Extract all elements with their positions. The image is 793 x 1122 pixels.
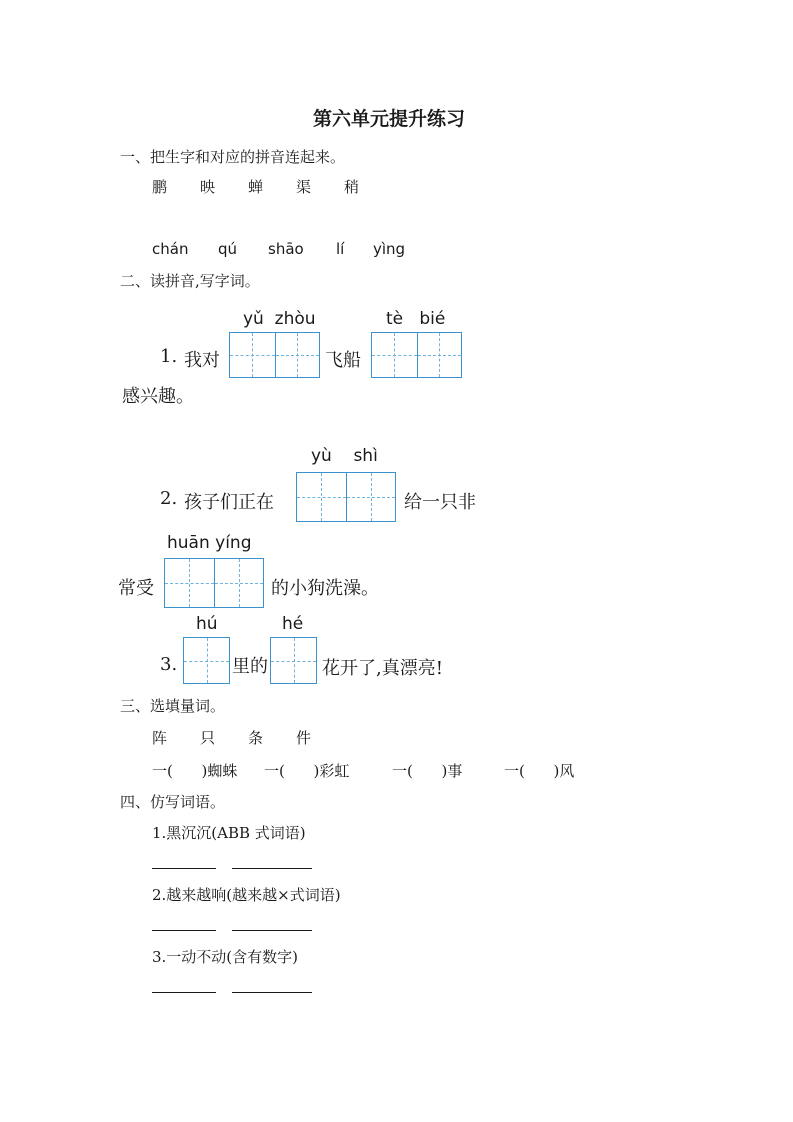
imitation-item: 1.黑沉沉(ABB 式词语) (152, 824, 306, 842)
q3-text-mid: 里的 (232, 656, 268, 677)
q2-text-post: 的小狗洗澡。 (271, 578, 379, 599)
q2-writing-box-1[interactable] (296, 472, 396, 522)
q2-writing-box-2[interactable] (164, 558, 264, 608)
fill-blank-item[interactable]: 一( )事 (392, 762, 463, 780)
q2-number: 2. (160, 488, 178, 509)
fill-blank-item[interactable]: 一( )蜘蛛 (152, 762, 238, 780)
q1-writing-box-1[interactable] (229, 332, 320, 378)
writing-cell[interactable] (346, 473, 395, 521)
char-item[interactable]: 蝉 (248, 178, 264, 196)
q1-text-post: 感兴趣。 (122, 386, 194, 407)
q1-text-mid: 飞船 (325, 350, 361, 371)
pinyin-item[interactable]: lí (336, 240, 345, 258)
section-4-heading: 四、仿写词语。 (120, 793, 226, 811)
answer-line[interactable] (232, 930, 312, 931)
writing-cell[interactable] (297, 473, 346, 521)
fill-blank-row (0, 760, 793, 780)
fill-blank-item[interactable]: 一( )彩虹 (264, 762, 350, 780)
char-item[interactable]: 映 (200, 178, 216, 196)
section-3-heading: 三、选填量词。 (120, 697, 226, 715)
q3-writing-box-1[interactable] (183, 637, 230, 684)
pinyin-row (0, 240, 793, 260)
q3-pinyin-2: hé (282, 614, 304, 634)
q3-number: 3. (160, 654, 178, 675)
writing-cell[interactable] (275, 333, 320, 377)
measure-word: 阵 (152, 729, 168, 747)
q3-text-post: 花开了,真漂亮! (322, 658, 443, 679)
writing-cell[interactable] (184, 638, 229, 683)
fill-blank-item[interactable]: 一( )风 (504, 762, 575, 780)
q1-number: 1. (160, 346, 178, 367)
q1-pinyin-2: tè bié (386, 309, 446, 329)
measure-word-row (0, 727, 793, 747)
q2-pinyin-1: yù shì (311, 446, 378, 466)
measure-word: 条 (248, 729, 264, 747)
q1-pinyin-1: yǔ zhòu (243, 309, 316, 329)
answer-line[interactable] (232, 992, 312, 993)
q3-pinyin-1: hú (196, 614, 218, 634)
answer-line[interactable] (152, 930, 216, 931)
q2-pinyin-2: huān yíng (167, 533, 252, 553)
writing-cell[interactable] (271, 638, 316, 683)
pinyin-item[interactable]: shāo (268, 240, 304, 258)
pinyin-item[interactable]: yìng (373, 240, 406, 258)
imitation-item: 2.越来越响(越来越×式词语) (152, 886, 341, 904)
q1-writing-box-2[interactable] (371, 332, 462, 378)
pinyin-item[interactable]: chán (152, 240, 189, 258)
section-2-heading: 二、读拼音,写字词。 (120, 272, 260, 290)
q1-text-pre: 我对 (184, 350, 220, 371)
char-item[interactable]: 渠 (296, 178, 312, 196)
writing-cell[interactable] (372, 333, 417, 377)
char-item[interactable]: 鹏 (152, 178, 168, 196)
page-title: 第六单元提升练习 (313, 108, 466, 130)
answer-line[interactable] (232, 868, 312, 869)
measure-word: 件 (296, 729, 312, 747)
q2-text-mid: 给一只非 (404, 492, 476, 513)
section-1-heading: 一、把生字和对应的拼音连起来。 (120, 148, 346, 166)
pinyin-item[interactable]: qú (218, 240, 238, 258)
measure-word: 只 (200, 729, 216, 747)
char-row (0, 176, 793, 196)
writing-cell[interactable] (417, 333, 462, 377)
q2-text-pre: 孩子们正在 (184, 492, 274, 513)
q3-writing-box-2[interactable] (270, 637, 317, 684)
imitation-item: 3.一动不动(含有数字) (152, 948, 299, 966)
writing-cell[interactable] (230, 333, 275, 377)
writing-cell[interactable] (165, 559, 214, 607)
q2-text-pre2: 常受 (118, 578, 154, 599)
answer-line[interactable] (152, 868, 216, 869)
char-item[interactable]: 稍 (344, 178, 360, 196)
answer-line[interactable] (152, 992, 216, 993)
writing-cell[interactable] (214, 559, 263, 607)
